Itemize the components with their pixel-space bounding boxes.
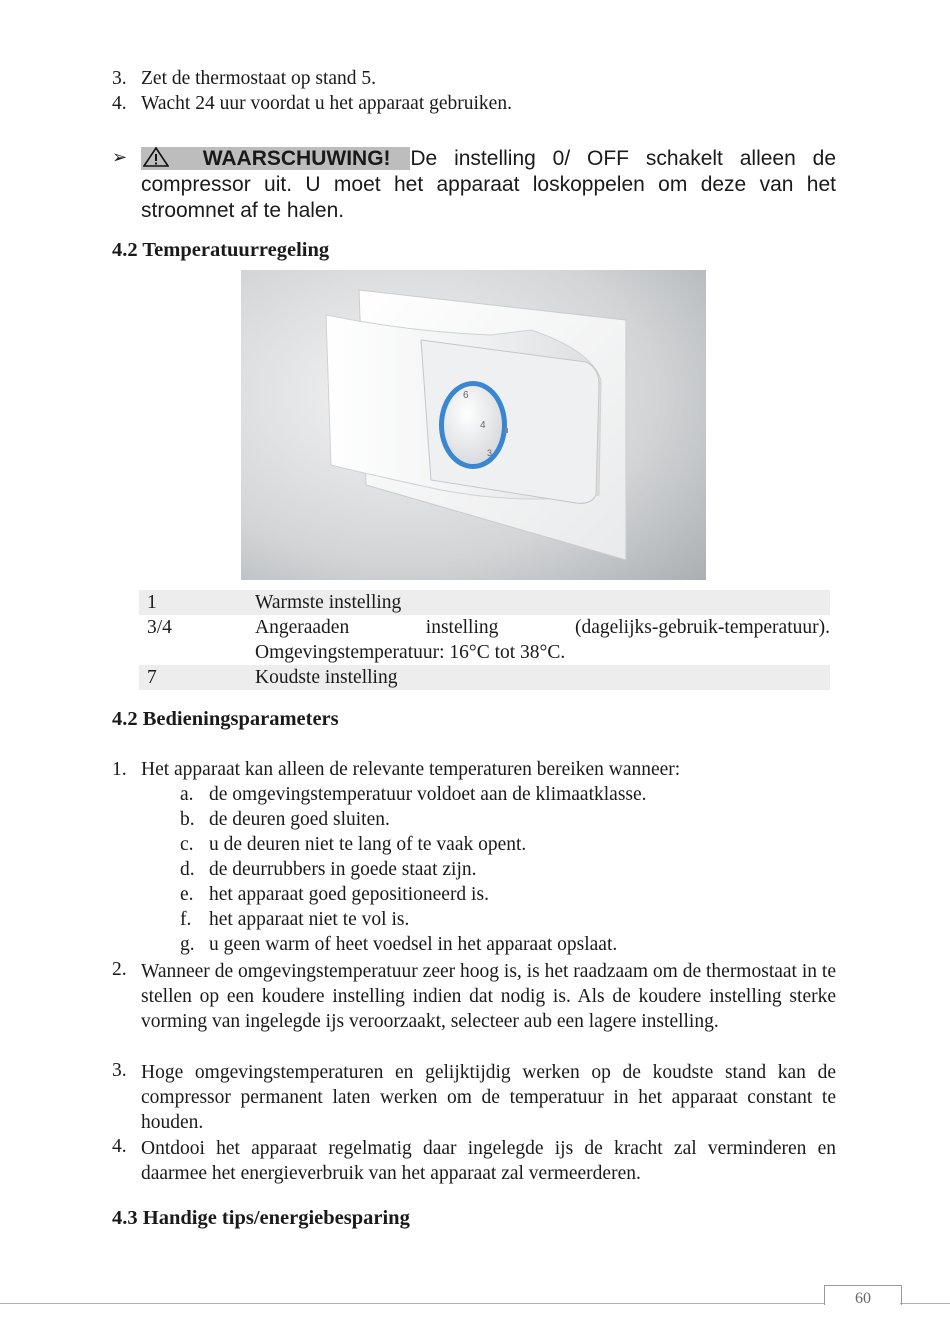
warning-text: De instelling 0/ OFF schakelt alleen de compressor uit. U moet het apparaat loskoppelen om deze van het stroomnet af te halen. (141, 147, 836, 222)
description-cell: Angeraaden instelling (dagelijks-gebruik-temperatuur). Omgevingstemperatuur: 16°C tot 38°C. (255, 617, 830, 663)
step-text: Zet de thermostaat op stand 5. (141, 68, 377, 89)
item-text: de deuren goed sluiten. (209, 809, 390, 830)
footer-rule (0, 1303, 825, 1304)
item-text: het apparaat goed gepositioneerd is. (209, 884, 489, 905)
item-number: 1. (112, 759, 127, 780)
list-item (180, 834, 526, 856)
list-item (180, 909, 409, 931)
dial-label-right: 4 (480, 420, 486, 431)
thermostat-photo (241, 270, 706, 580)
description-cell: Koudste instelling (247, 665, 830, 690)
item-letter: f. (180, 909, 192, 930)
item-letter: c. (180, 834, 194, 855)
table-row (139, 615, 830, 665)
item-number: 3. (112, 1060, 127, 1081)
warning-label-box (141, 147, 410, 170)
description-cell: Warmste instelling (247, 590, 830, 615)
item-text: Ontdooi het apparaat regelmatig daar ingelegde ijs de kracht zal verminderen en daarmee het energieverbruik van het apparaat zal vermeerderen. (141, 1138, 836, 1184)
item-text: het apparaat niet te vol is. (209, 909, 410, 930)
item-letter: d. (180, 859, 195, 880)
step-number: 3. (112, 68, 127, 89)
table-row (139, 665, 830, 690)
item-number: 2. (112, 959, 127, 980)
list-item (180, 784, 647, 806)
warning-notice (141, 146, 836, 224)
table-row (139, 590, 830, 615)
footer-rule (900, 1303, 950, 1304)
arrow-bullet-icon: ➢ (112, 147, 128, 167)
item-text: u geen warm of heet voedsel in het apparaat opslaat. (209, 934, 618, 955)
dial-label-top: 6 (463, 390, 469, 401)
list-item (180, 859, 477, 881)
warning-triangle-icon (143, 147, 186, 170)
list-item (180, 884, 489, 906)
step-text: Wacht 24 uur voordat u het apparaat gebruiken. (141, 93, 512, 114)
setting-cell: 7 (139, 665, 247, 690)
list-item (180, 934, 617, 956)
step-number: 4. (112, 93, 127, 114)
section-heading-parameters: 4.2 Bedieningsparameters (112, 708, 339, 730)
item-text: de omgevingstemperatuur voldoet aan de klimaatklasse. (209, 784, 647, 805)
item-letter: e. (180, 884, 194, 905)
thermostat-settings-table (139, 590, 830, 690)
item-text: Hoge omgevingstemperaturen en gelijktijdig werken op de koudste stand kan de compressor permanent laten werken om de temperatuur in het apparaat constant te houden. (141, 1062, 836, 1133)
item-text: de deurrubbers in goede staat zijn. (209, 859, 477, 880)
warning-label: WAARSCHUWING! (202, 147, 391, 170)
item-text: u de deuren niet te lang of te vaak opent. (209, 834, 527, 855)
item-number: 4. (112, 1136, 127, 1157)
section-heading-tips: 4.3 Handige tips/energiebesparing (112, 1207, 410, 1229)
item-letter: a. (180, 784, 194, 805)
item-text: Wanneer de omgevingstemperatuur zeer hoog is, is het raadzaam om de thermostaat in te stellen op een koudere instelling indien dat nodig is. Als de koudere instelling sterke vorming van ingelegde ijs veroorzaakt, selecteer aub een lagere instelling. (141, 961, 836, 1032)
dial-label-bottom: 3 (487, 448, 493, 458)
setting-cell: 1 (139, 590, 247, 615)
section-heading-temperature: 4.2 Temperatuurregeling (112, 239, 330, 261)
page-number: 60 (824, 1285, 902, 1305)
item-letter: g. (180, 934, 195, 955)
setting-cell: 3/4 (147, 617, 172, 638)
item-text: Het apparaat kan alleen de relevante temperaturen bereiken wanneer: (141, 759, 681, 780)
list-item (180, 809, 390, 831)
item-letter: b. (180, 809, 195, 830)
